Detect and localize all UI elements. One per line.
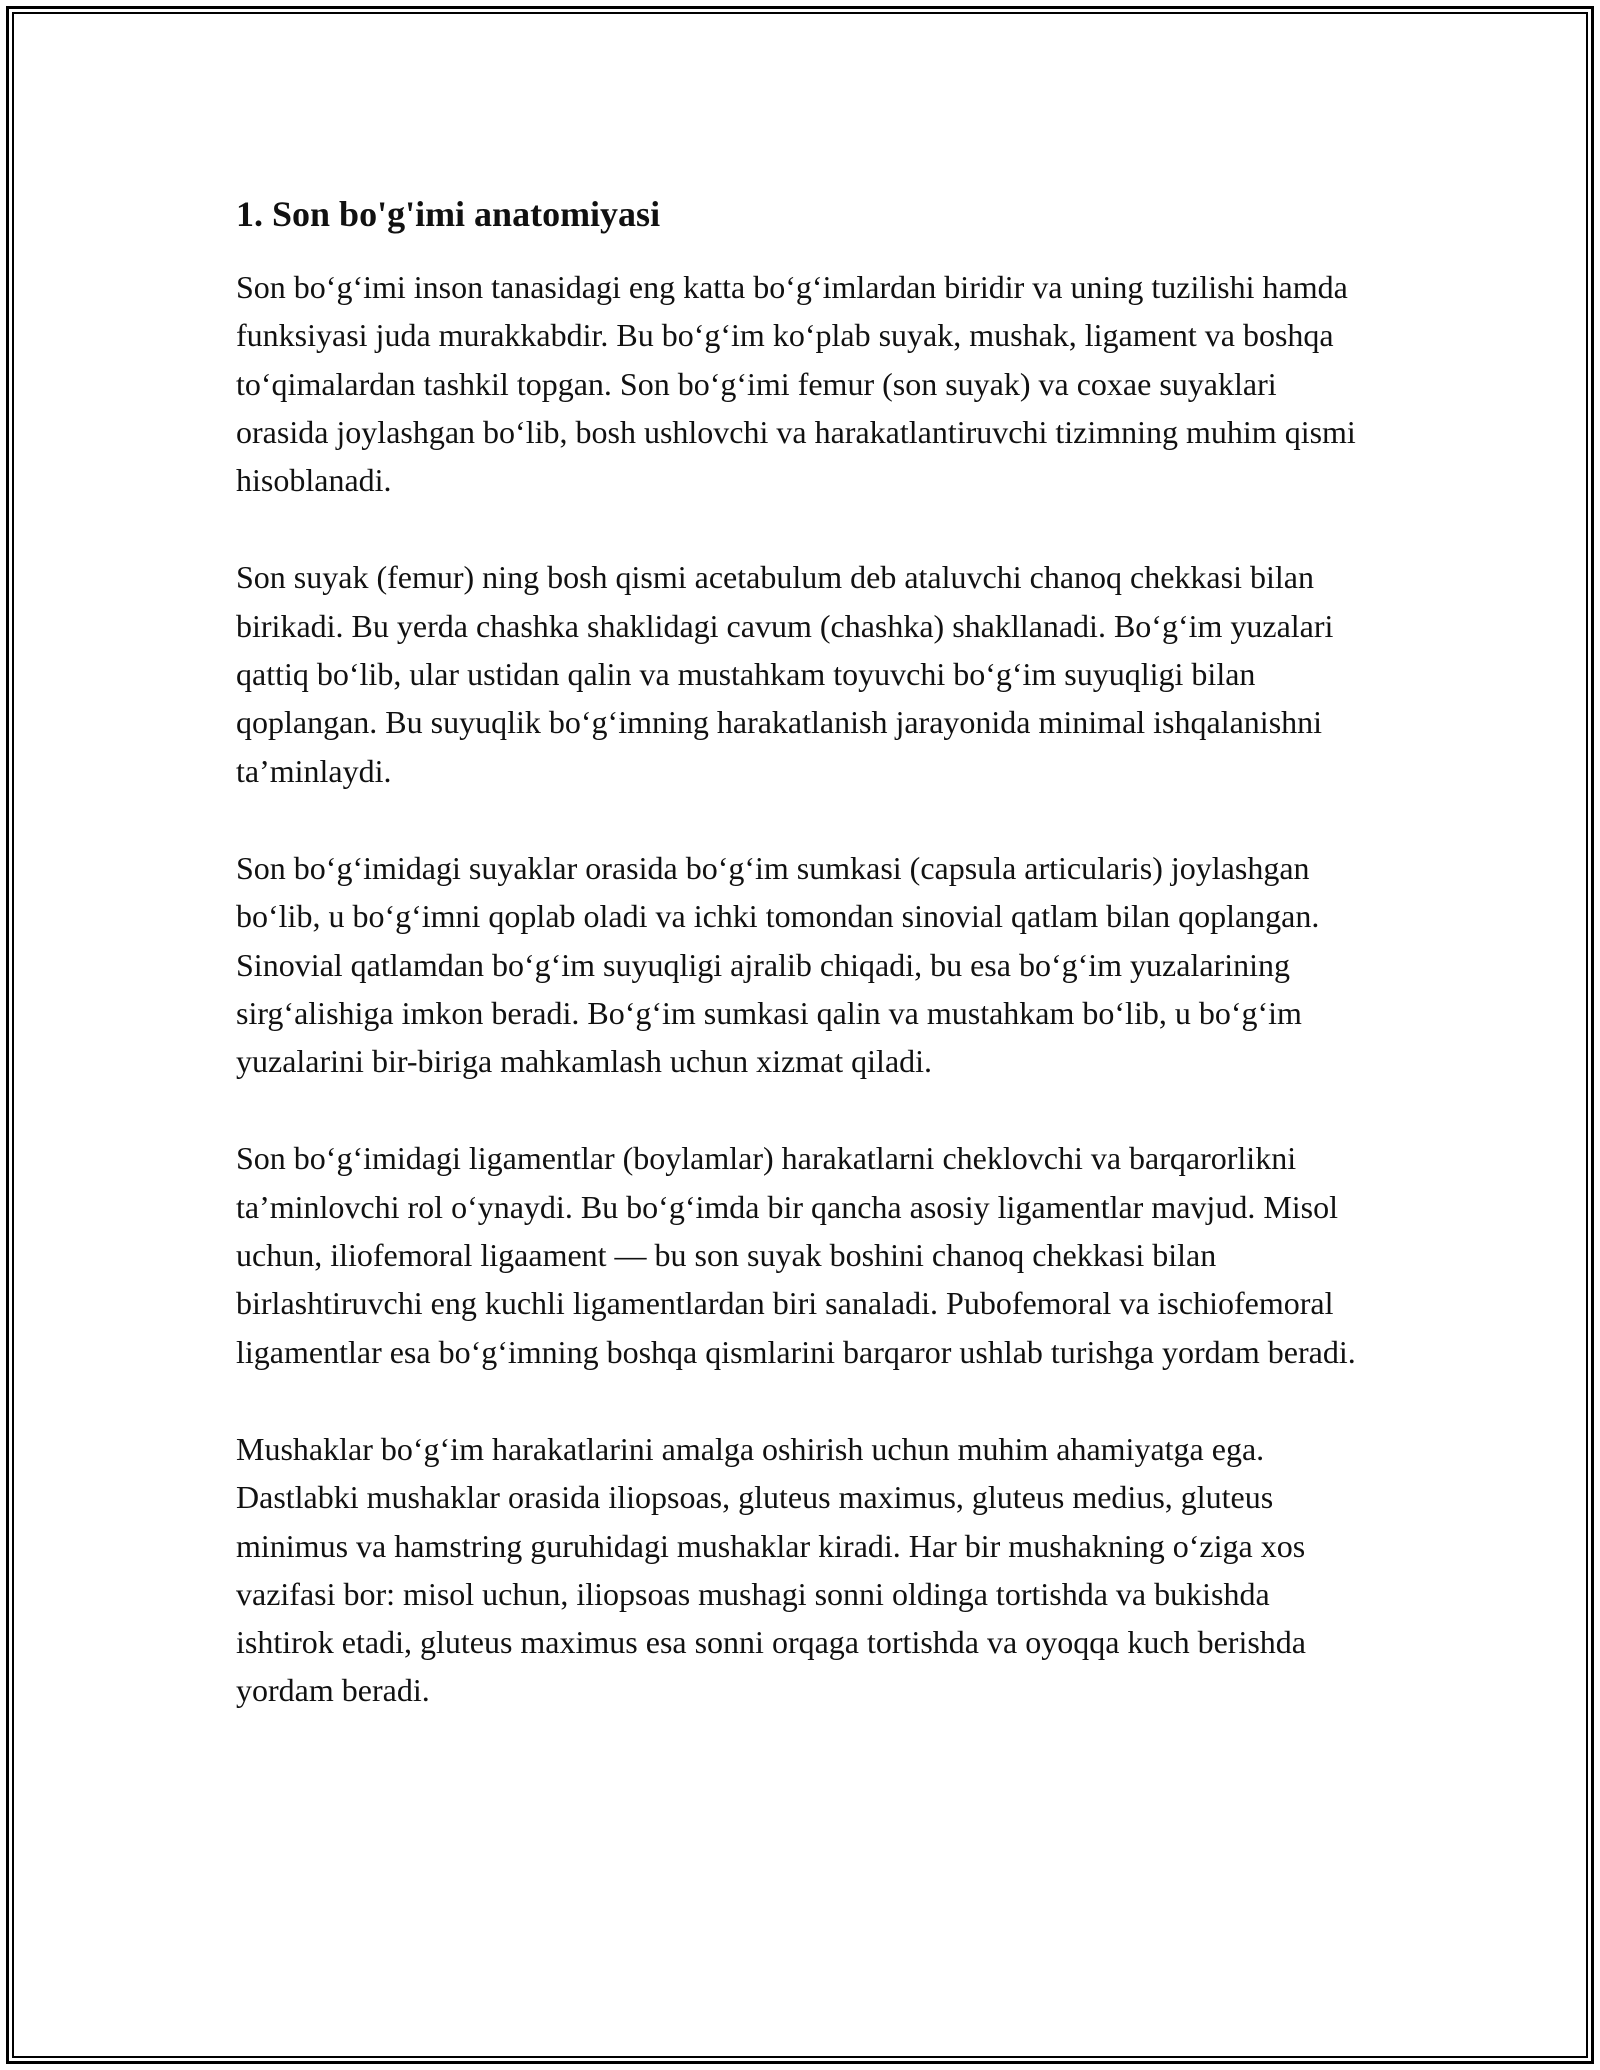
paragraph-5: Mushaklar bo‘g‘im harakatlarini amalga oshirish uchun muhim ahamiyatga ega. Dastlabki mushaklar orasida iliopsoas, gluteus maximus, gluteus medius, gluteus minimus va hamstring guruhidagi mushaklar kiradi. Har bir mushakning o‘ziga xos vazifasi bor: misol uchun, iliopsoas mushagi sonni oldinga tortishda va bukishda ishtirok etadi, gluteus maximus esa sonni orqaga tortishda va oyoqqa kuch berishda yordam beradi.: [236, 1430, 1306, 1709]
paragraph-1: Son bo‘g‘imi inson tanasidagi eng katta bo‘g‘imlardan biridir va uning tuzilishi hamda funksiyasi juda murakkabdir. Bu bo‘g‘im ko‘plab suyak, mushak, ligament va boshqa to‘qimalardan tashkil topgan. Son bo‘g‘imi femur (son suyak) va coxae suyaklari orasida joylashgan bo‘lib, bosh ushlovchi va harakatlantiruvchi tizimning muhim qismi hisoblanadi.: [236, 269, 1356, 499]
paragraph-2: Son suyak (femur) ning bosh qismi acetabulum deb ataluvchi chanoq chekkasi bilan birikadi. Bu yerda chashka shaklidagi cavum (chashka) shakllanadi. Bo‘g‘im yuzalari qattiq bo‘lib, ular ustidan qalin va mustahkam toyuvchi bo‘g‘im suyuqligi bilan qoplangan. Bu suyuqlik bo‘g‘imning harakatlanish jarayonida minimal ishqalanishni ta’minlaydi.: [236, 559, 1334, 789]
paragraph-4: Son bo‘g‘imidagi ligamentlar (boylamlar) harakatlarni cheklovchi va barqarorlikni ta’minlovchi rol o‘ynaydi. Bu bo‘g‘imda bir qancha asosiy ligamentlar mavjud. Misol uchun, iliofemoral ligaament — bu son suyak boshini chanoq chekkasi bilan birlashtiruvchi eng kuchli ligamentlardan biri sanaladi. Pubofemoral va ischiofemoral ligamentlar esa bo‘g‘imning boshqa qismlarini barqaror ushlab turishga yordam beradi.: [236, 1140, 1356, 1370]
section-heading: 1. Son bo'g'imi anatomiyasi: [236, 194, 661, 234]
paragraph-3: Son bo‘g‘imidagi suyaklar orasida bo‘g‘im sumkasi (capsula articularis) joylashgan bo‘lib, u bo‘g‘imni qoplab oladi va ichki tomondan sinovial qatlam bilan qoplangan. Sinovial qatlamdan bo‘g‘im suyuqligi ajralib chiqadi, bu esa bo‘g‘im yuzalarining sirg‘alishiga imkon beradi. Bo‘g‘im sumkasi qalin va mustahkam bo‘lib, u bo‘g‘im yuzalarini bir-biriga mahkamlash uchun xizmat qiladi.: [236, 849, 1320, 1080]
document-content: [236, 190, 1366, 1764]
